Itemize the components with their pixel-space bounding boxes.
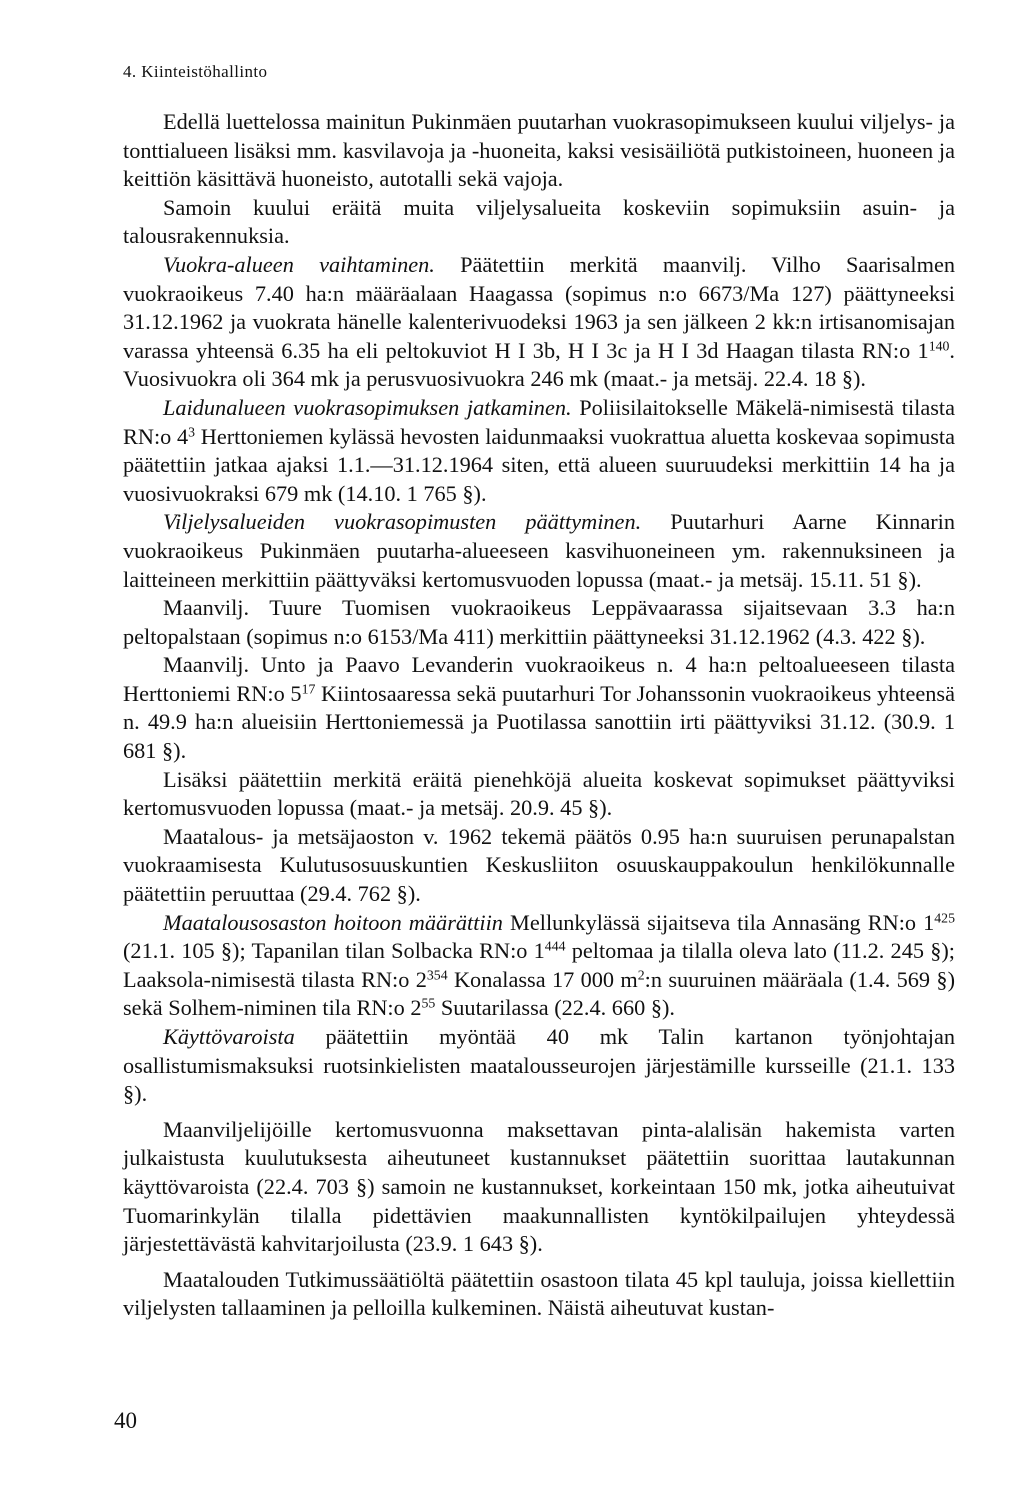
paragraph: [123, 194, 955, 251]
superscript: 17: [301, 681, 316, 697]
text-run: Maanviljelijöille kertomusvuonna maksettavan pinta-alalisän hakemista varten julkaistusta kuulutuksesta aiheutuneet kustannukset päätettiin suorittaa lautakunnan käyttövaroista (22.4. 703 §) samoin ne kustannukset, korkeintaan 150 mk, jotka aiheutuivat Tuomarinkylän tilalla pidettävien maakunnallisten kyntökilpailujen yhteydessä järjestettävästä kahvitarjoilusta (23.9. 1 643 §).: [123, 1116, 955, 1257]
text-run: Lisäksi päätettiin merkitä eräitä pienehköjä alueita koskevat sopimukset päättyviksi kertomusvuoden lopussa (maat.- ja metsäj. 20.9. 45 §).: [123, 766, 955, 821]
text-run: Kiintosaaressa sekä puutarhuri Tor Johanssonin vuokraoikeus yhteensä n. 49.9 ha:n alueisiin Herttoniemessä ja Puotilassa sanottiin irti päättyviksi 31.12. (30.9. 1 681 §).: [123, 680, 955, 764]
paragraph: [123, 1023, 955, 1109]
paragraph: [123, 1266, 955, 1323]
text-run: Maanvilj. Unto ja Paavo Levanderin vuokraoikeus n. 4 ha:n peltoalueeseen tilasta Herttoniemi RN:o 5: [123, 652, 955, 706]
text-run: Edellä luettelossa mainitun Pukinmäen puutarhan vuokrasopimukseen kuului viljelys- ja tonttialueen lisäksi mm. kasvilavoja ja -huoneita, kaksi vesisäiliötä putkistoineen, huoneen ja keittiön käsittävä huoneisto, autotalli sekä vajoja.: [123, 109, 955, 192]
section-heading: Laidunalueen vuokrasopimuksen jatkaminen.: [163, 394, 572, 420]
paragraph: [123, 909, 955, 1023]
text-run: peltomaa ja tilalla oleva lato (11.2. 245 §); Laaksola-nimisestä tilasta RN:o 2: [123, 938, 955, 992]
paragraph: [123, 766, 955, 823]
paragraph: [123, 251, 955, 394]
paragraph: [123, 394, 955, 508]
text-run: Suutarilassa (22.4. 660 §).: [435, 995, 675, 1021]
section-heading: Viljelysalueiden vuokrasopimusten päättyminen.: [163, 509, 642, 535]
superscript: 2: [637, 967, 645, 983]
text-run: Maatalouden Tutkimussäätiöltä päätettiin osastoon tilata 45 kpl tauluja, joissa kiellettiin viljelysten tallaaminen ja pelloilla kulkeminen. Näistä aiheutuvat kustan-: [123, 1266, 955, 1321]
text-run: Konalassa 17 000 m: [447, 966, 638, 992]
text-run: Maanvilj. Tuure Tuomisen vuokraoikeus Leppävaarassa sijaitsevaan 3.3 ha:n peltopalstaan (sopimus n:o 6153/Ma 411) merkittiin päättyneeksi 31.12.1962 (4.3. 422 §).: [123, 595, 955, 649]
section-heading: Vuokra-alueen vaihtaminen.: [163, 251, 435, 277]
paragraph: [123, 823, 955, 909]
text-run: Maatalous- ja metsäjaoston v. 1962 tekemä päätös 0.95 ha:n suuruisen perunapalstan vuokraamisesta Kulutusosuuskuntien Keskusliiton osuuskauppakoulun henkilökunnalle päätettiin peruuttaa (29.4. 762 §).: [123, 823, 955, 907]
text-run: Mellunkylässä sijaitseva tila Annasäng RN:o 1: [502, 909, 935, 935]
superscript: 354: [426, 967, 448, 983]
text-run: Herttoniemen kylässä hevosten laidunmaaksi vuokrattua aluetta koskevaa sopimusta päätettiin jatkaa ajaksi 1.1.—31.12.1964 siten, että alueen suuruudeksi merkittiin 14 ha ja vuosivuokraksi 679 mk (14.10. 1 765 §).: [123, 423, 955, 506]
text-run: (21.1. 105 §); Tapanilan tilan Solbacka RN:o 1: [123, 938, 545, 964]
text-run: Poliisilaitokselle Mäkelä-nimisestä tilasta RN:o 4: [123, 394, 955, 449]
superscript: 55: [421, 995, 436, 1011]
page-number: 40: [114, 1408, 137, 1433]
section-heading: Maatalousosaston hoitoon määrättiin: [163, 909, 503, 935]
superscript: 3: [188, 423, 196, 439]
body-text: [123, 108, 955, 1323]
paragraph: [123, 651, 955, 765]
superscript: 140: [928, 338, 950, 354]
paragraph: [123, 108, 955, 194]
text-run: Päätettiin merkitä maanvilj. Vilho Saarisalmen vuokraoikeus 7.40 ha:n määräalaan Haagassa (sopimus n:o 6673/Ma 127) päättyneeksi 31.12.1962 ja vuokrata hänelle kalenterivuodeksi 1963 ja sen jälkeen 2 kk:n irtisanomisajan varassa yhteensä 6.35 ha eli peltokuviot H I 3b, H I 3c ja H I 3d Haagan tilasta RN:o 1: [123, 251, 956, 363]
paragraph: [123, 594, 955, 651]
paragraph: [123, 508, 955, 594]
text-run: . Vuosivuokra oli 364 mk ja perusvuosivuokra 246 mk (maat.- ja metsäj. 22.4. 18 §).: [123, 337, 955, 392]
superscript: 444: [544, 938, 566, 954]
text-run: :n suuruinen määräala (1.4. 569 §) sekä Solhem-niminen tila RN:o 2: [123, 966, 955, 1021]
text-run: päätettiin myöntää 40 mk Talin kartanon työnjohtajan osallistumismaksuksi ruotsinkielisten maatalousseurojen järjestämille kursseille (21.1. 133 §).: [123, 1024, 955, 1107]
paragraph: [123, 1116, 955, 1259]
text-run: Samoin kuului eräitä muita viljelysalueita koskeviin sopimuksiin asuin- ja talousrakennuksia.: [123, 194, 955, 249]
section-heading: Käyttövaroista: [163, 1024, 295, 1049]
text-run: Puutarhuri Aarne Kinnarin vuokraoikeus Pukinmäen puutarha-alueeseen kasvihuoneineen ym. rakennuksineen ja laitteineen merkittiin päättyväksi kertomusvuoden lopussa (maat.- ja metsäj. 15.11. 51 §).: [123, 509, 955, 592]
superscript: 425: [934, 910, 955, 926]
running-header: 4. Kiinteistöhallinto: [123, 62, 268, 81]
